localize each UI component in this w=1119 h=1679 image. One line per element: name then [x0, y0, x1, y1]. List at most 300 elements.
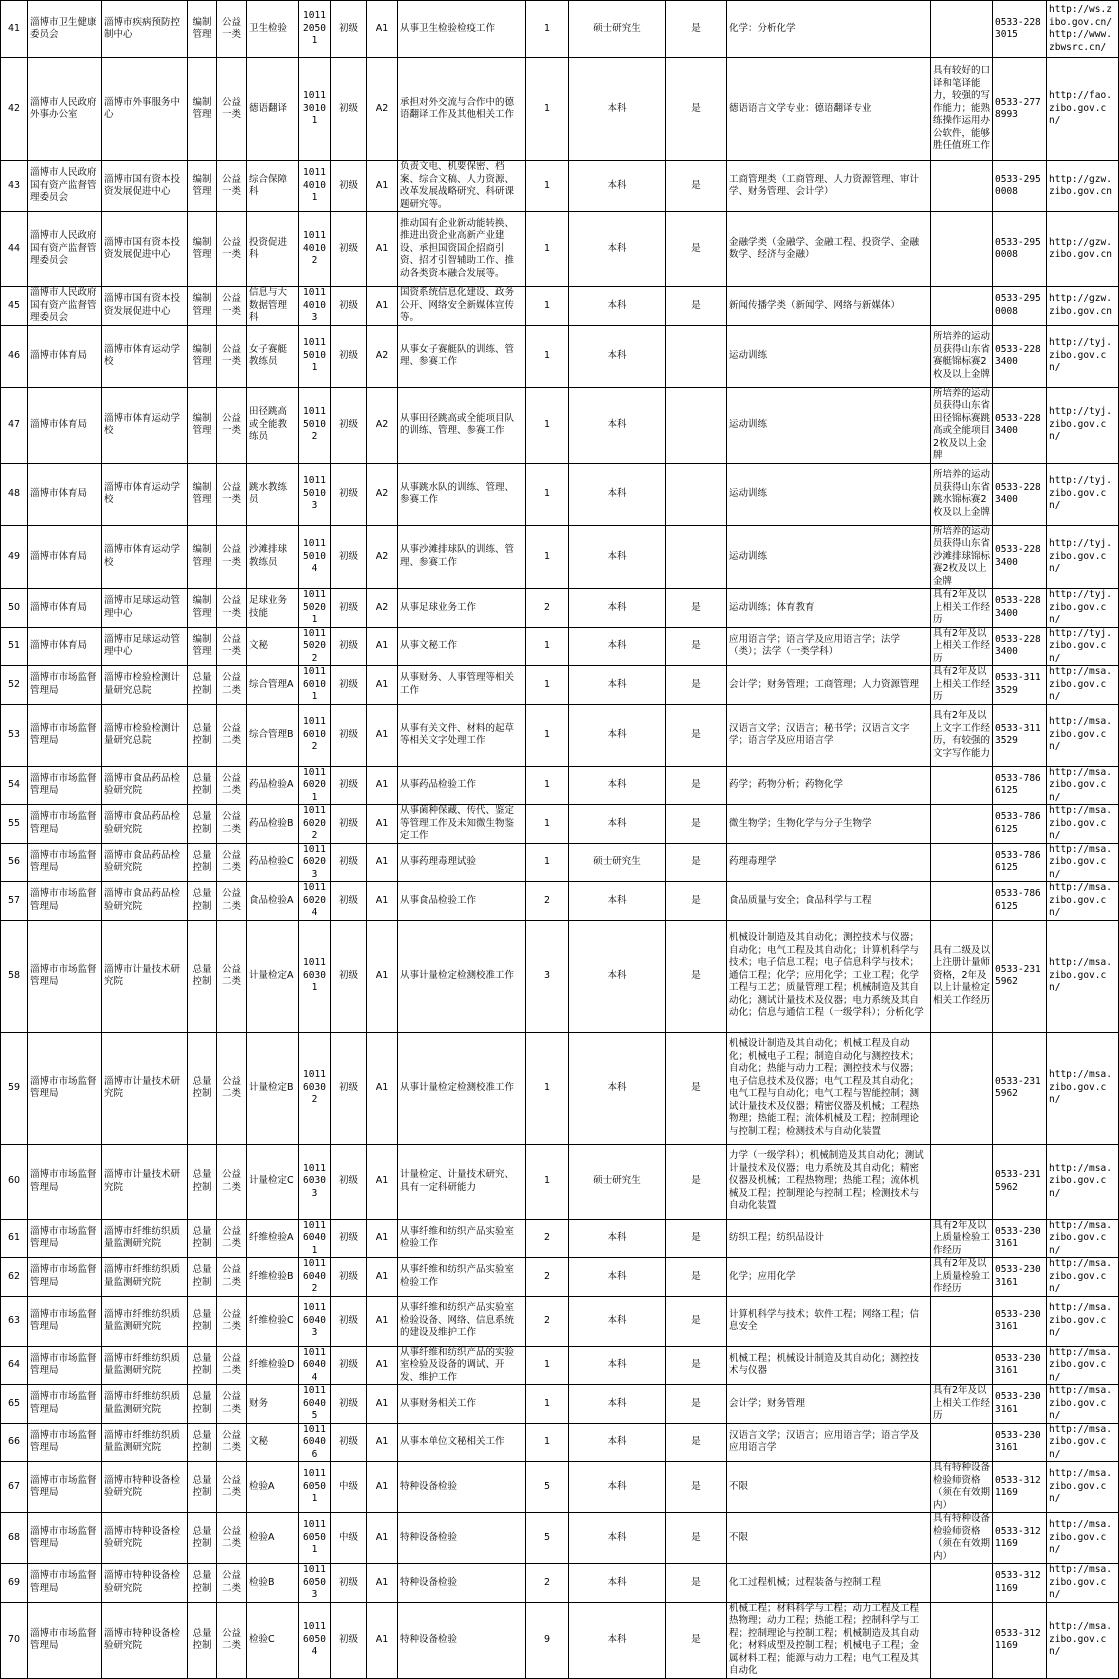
major-requirement-cell: 汉语言文学；汉语言；应用语言学；语言学及应用语言学	[727, 1423, 931, 1462]
other-requirements-cell: 具有2年及以上质量检验工作经历	[931, 1219, 993, 1258]
department-cell: 淄博市人民政府国有资产监督管理委员会	[28, 287, 102, 326]
website-cell: http://tyj.zibo.gov.cn/	[1047, 387, 1119, 463]
row-number-cell: 60	[1, 1144, 28, 1219]
website-cell: http://msa.zibo.gov.cn/	[1047, 704, 1119, 766]
hiring-count-cell: 9	[526, 1602, 569, 1678]
hiring-count-cell: 1	[526, 1346, 569, 1385]
education-requirement-cell: 本科	[569, 920, 666, 1032]
row-number-cell: 48	[1, 463, 28, 525]
table-row	[1, 525, 1119, 589]
major-requirement-cell: 机械设计制造及其自动化；机械工程及自动化；机械电子工程；制造自动化与测控技术；自动化；热能与动力工程；测控技术与仪器；电子信息技术及仪器；电气工程及其自动化；电气工程与自动化；电气工程与智能控制；测试计量技术及仪器；精密仪器及机械；工程热物理；热能工程；流体机械及工程；控制理论与控制工程；检测技术与自动化装置	[727, 1032, 931, 1144]
position-type-cell: A1	[367, 1564, 398, 1603]
contact-phone-cell: 0533-3121169	[993, 1513, 1047, 1564]
education-requirement-cell: 本科	[569, 1296, 666, 1346]
degree-required-cell: 是	[666, 666, 727, 705]
position-name-cell: 跳水教练员	[247, 463, 299, 525]
website-cell: http://gzw.zibo.gov.cn	[1047, 161, 1119, 212]
website-cell: http://tyj.zibo.gov.cn/	[1047, 325, 1119, 387]
unit-category-cell: 公益一类	[217, 325, 247, 387]
unit-category-cell: 公益一类	[217, 58, 247, 161]
contact-phone-cell: 0533-2315962	[993, 1144, 1047, 1219]
job-description-cell: 从事本单位文秘相关工作	[398, 1423, 526, 1462]
job-description-cell: 从事食品检验工作	[398, 882, 526, 921]
other-requirements-cell	[931, 1144, 993, 1219]
position-name-cell: 田径跳高或全能教练员	[247, 387, 299, 463]
position-code-cell: 101160402	[299, 1258, 331, 1297]
table-row	[1, 1462, 1119, 1513]
table-row	[1, 920, 1119, 1032]
position-level-cell: 初级	[331, 1346, 367, 1385]
other-requirements-cell: 具有2年及以上质量检验工作经历	[931, 1258, 993, 1297]
employer-unit-cell: 淄博市纤维纺织质量监测研究院	[102, 1258, 188, 1297]
other-requirements-cell	[931, 882, 993, 921]
row-number-cell: 50	[1, 589, 28, 628]
staffing-type-cell: 编制管理	[188, 387, 217, 463]
position-code-cell: 101160503	[299, 1564, 331, 1603]
degree-required-cell: 是	[666, 212, 727, 287]
position-level-cell: 初级	[331, 1423, 367, 1462]
position-level-cell: 初级	[331, 325, 367, 387]
education-requirement-cell: 本科	[569, 1462, 666, 1513]
unit-category-cell: 公益一类	[217, 627, 247, 666]
other-requirements-cell	[931, 766, 993, 805]
unit-category-cell: 公益二类	[217, 1032, 247, 1144]
staffing-type-cell: 编制管理	[188, 58, 217, 161]
employer-unit-cell: 淄博市计量技术研究院	[102, 1032, 188, 1144]
position-code-cell: 101160101	[299, 666, 331, 705]
row-number-cell: 57	[1, 882, 28, 921]
degree-required-cell: 是	[666, 1144, 727, 1219]
degree-required-cell: 是	[666, 1219, 727, 1258]
table-row	[1, 1296, 1119, 1346]
position-name-cell: 综合管理A	[247, 666, 299, 705]
employer-unit-cell: 淄博市国有资本投资发展促进中心	[102, 161, 188, 212]
table-row	[1, 589, 1119, 628]
position-code-cell: 101160406	[299, 1423, 331, 1462]
major-requirement-cell: 微生物学；生物化学与分子生物学	[727, 805, 931, 844]
contact-phone-cell: 0533-2950008	[993, 161, 1047, 212]
other-requirements-cell	[931, 1, 993, 58]
row-number-cell: 51	[1, 627, 28, 666]
employer-unit-cell: 淄博市纤维纺织质量监测研究院	[102, 1296, 188, 1346]
table-row	[1, 1423, 1119, 1462]
table-row	[1, 463, 1119, 525]
department-cell: 淄博市市场监督管理局	[28, 1144, 102, 1219]
hiring-count-cell: 2	[526, 1219, 569, 1258]
row-number-cell: 59	[1, 1032, 28, 1144]
contact-phone-cell: 0533-7866125	[993, 766, 1047, 805]
unit-category-cell: 公益二类	[217, 1144, 247, 1219]
employer-unit-cell: 淄博市纤维纺织质量监测研究院	[102, 1385, 188, 1424]
row-number-cell: 61	[1, 1219, 28, 1258]
major-requirement-cell: 应用语言学；语言学及应用语言学；法学（类）；法学（一类学科）	[727, 627, 931, 666]
department-cell: 淄博市市场监督管理局	[28, 920, 102, 1032]
hiring-count-cell: 2	[526, 1296, 569, 1346]
website-cell: http://msa.zibo.gov.cn/	[1047, 1385, 1119, 1424]
position-name-cell: 检验B	[247, 1564, 299, 1603]
employer-unit-cell: 淄博市国有资本投资发展促进中心	[102, 212, 188, 287]
staffing-type-cell: 总量控制	[188, 1296, 217, 1346]
position-name-cell: 纤维检验D	[247, 1346, 299, 1385]
position-type-cell: A2	[367, 325, 398, 387]
position-level-cell: 初级	[331, 1219, 367, 1258]
table-row	[1, 805, 1119, 844]
hiring-count-cell: 1	[526, 212, 569, 287]
major-requirement-cell: 德语语言文学专业：德语翻译专业	[727, 58, 931, 161]
education-requirement-cell: 本科	[569, 627, 666, 666]
contact-phone-cell: 0533-7866125	[993, 882, 1047, 921]
position-code-cell: 101160302	[299, 1032, 331, 1144]
staffing-type-cell: 总量控制	[188, 1462, 217, 1513]
other-requirements-cell	[931, 805, 993, 844]
position-name-cell: 食品检验A	[247, 882, 299, 921]
position-code-cell: 101160501	[299, 1513, 331, 1564]
position-level-cell: 初级	[331, 463, 367, 525]
education-requirement-cell: 本科	[569, 704, 666, 766]
row-number-cell: 69	[1, 1564, 28, 1603]
major-requirement-cell: 机械设计制造及其自动化；测控技术与仪器；自动化；电气工程及其自动化；计算机科学与技术；电子信息工程；电子信息科学与技术；通信工程；化学；应用化学；工业工程；化学工程与工艺；质量管理工程；机械制造及其自动化；测试计量技术及仪器；电力系统及其自动化；信息与通信工程（一级学科）；分析化学	[727, 920, 931, 1032]
website-cell: http://msa.zibo.gov.cn/	[1047, 1423, 1119, 1462]
education-requirement-cell: 本科	[569, 325, 666, 387]
staffing-type-cell: 编制管理	[188, 212, 217, 287]
contact-phone-cell: 0533-2315962	[993, 1032, 1047, 1144]
position-level-cell: 初级	[331, 882, 367, 921]
position-type-cell: A1	[367, 1296, 398, 1346]
position-type-cell: A1	[367, 1346, 398, 1385]
unit-category-cell: 公益二类	[217, 666, 247, 705]
row-number-cell: 55	[1, 805, 28, 844]
staffing-type-cell: 总量控制	[188, 882, 217, 921]
major-requirement-cell: 运动训练；体育教育	[727, 589, 931, 628]
staffing-type-cell: 编制管理	[188, 1, 217, 58]
position-name-cell: 药品检验B	[247, 805, 299, 844]
education-requirement-cell: 本科	[569, 805, 666, 844]
job-description-cell: 从事卫生检验检疫工作	[398, 1, 526, 58]
row-number-cell: 44	[1, 212, 28, 287]
unit-category-cell: 公益一类	[217, 387, 247, 463]
position-type-cell: A1	[367, 1258, 398, 1297]
position-type-cell: A2	[367, 387, 398, 463]
staffing-type-cell: 总量控制	[188, 1346, 217, 1385]
unit-category-cell: 公益一类	[217, 1, 247, 58]
job-description-cell: 从事足球业务工作	[398, 589, 526, 628]
position-level-cell: 初级	[331, 666, 367, 705]
table-row	[1, 766, 1119, 805]
major-requirement-cell: 运动训练	[727, 463, 931, 525]
hiring-count-cell: 2	[526, 1258, 569, 1297]
row-number-cell: 63	[1, 1296, 28, 1346]
position-type-cell: A1	[367, 1032, 398, 1144]
employer-unit-cell: 淄博市食品药品检验研究院	[102, 766, 188, 805]
contact-phone-cell: 0533-2283400	[993, 525, 1047, 589]
row-number-cell: 43	[1, 161, 28, 212]
major-requirement-cell: 食品质量与安全；食品科学与工程	[727, 882, 931, 921]
job-description-cell: 从事跳水队的训练、管理、参赛工作	[398, 463, 526, 525]
table-row	[1, 1032, 1119, 1144]
website-cell: http://msa.zibo.gov.cn/	[1047, 1346, 1119, 1385]
department-cell: 淄博市市场监督管理局	[28, 1032, 102, 1144]
position-name-cell: 文秘	[247, 627, 299, 666]
position-code-cell: 101150201	[299, 589, 331, 628]
unit-category-cell: 公益二类	[217, 1346, 247, 1385]
hiring-count-cell: 5	[526, 1513, 569, 1564]
table-row	[1, 1602, 1119, 1678]
position-type-cell: A1	[367, 1, 398, 58]
website-cell: http://tyj.zibo.gov.cn/	[1047, 589, 1119, 628]
department-cell: 淄博市市场监督管理局	[28, 843, 102, 882]
employer-unit-cell: 淄博市国有资本投资发展促进中心	[102, 287, 188, 326]
department-cell: 淄博市人民政府国有资产监督管理委员会	[28, 161, 102, 212]
department-cell: 淄博市市场监督管理局	[28, 1258, 102, 1297]
job-description-cell: 特种设备检验	[398, 1602, 526, 1678]
employer-unit-cell: 淄博市计量技术研究院	[102, 1144, 188, 1219]
unit-category-cell: 公益二类	[217, 882, 247, 921]
staffing-type-cell: 总量控制	[188, 843, 217, 882]
staffing-type-cell: 编制管理	[188, 325, 217, 387]
staffing-type-cell: 总量控制	[188, 1513, 217, 1564]
other-requirements-cell: 具有特种设备检验师资格（须在有效期内）	[931, 1513, 993, 1564]
position-type-cell: A1	[367, 161, 398, 212]
contact-phone-cell: 0533-2303161	[993, 1219, 1047, 1258]
row-number-cell: 53	[1, 704, 28, 766]
position-code-cell: 101150104	[299, 525, 331, 589]
row-number-cell: 47	[1, 387, 28, 463]
position-level-cell: 初级	[331, 1296, 367, 1346]
row-number-cell: 70	[1, 1602, 28, 1678]
job-description-cell: 特种设备检验	[398, 1513, 526, 1564]
hiring-count-cell: 1	[526, 387, 569, 463]
contact-phone-cell: 0533-2778993	[993, 58, 1047, 161]
degree-required-cell: 是	[666, 882, 727, 921]
department-cell: 淄博市人民政府外事办公室	[28, 58, 102, 161]
position-type-cell: A1	[367, 287, 398, 326]
major-requirement-cell: 会计学；财务管理	[727, 1385, 931, 1424]
contact-phone-cell: 0533-2303161	[993, 1296, 1047, 1346]
education-requirement-cell: 本科	[569, 58, 666, 161]
staffing-type-cell: 编制管理	[188, 161, 217, 212]
row-number-cell: 64	[1, 1346, 28, 1385]
position-level-cell: 初级	[331, 1258, 367, 1297]
employer-unit-cell: 淄博市足球运动管理中心	[102, 589, 188, 628]
position-code-cell: 101160201	[299, 766, 331, 805]
position-code-cell: 101160501	[299, 1462, 331, 1513]
contact-phone-cell: 0533-2283400	[993, 463, 1047, 525]
position-code-cell: 101120501	[299, 1, 331, 58]
position-type-cell: A1	[367, 805, 398, 844]
employer-unit-cell: 淄博市纤维纺织质量监测研究院	[102, 1219, 188, 1258]
employer-unit-cell: 淄博市疾病预防控制中心	[102, 1, 188, 58]
row-number-cell: 67	[1, 1462, 28, 1513]
other-requirements-cell	[931, 1602, 993, 1678]
position-type-cell: A2	[367, 589, 398, 628]
position-code-cell: 101150102	[299, 387, 331, 463]
position-level-cell: 初级	[331, 525, 367, 589]
position-name-cell: 计量检定C	[247, 1144, 299, 1219]
degree-required-cell: 是	[666, 1346, 727, 1385]
row-number-cell: 65	[1, 1385, 28, 1424]
row-number-cell: 42	[1, 58, 28, 161]
position-code-cell: 101160303	[299, 1144, 331, 1219]
staffing-type-cell: 编制管理	[188, 589, 217, 628]
major-requirement-cell: 计算机科学与技术；软件工程；网络工程；信息安全	[727, 1296, 931, 1346]
website-cell: http://msa.zibo.gov.cn/	[1047, 843, 1119, 882]
table-row	[1, 1, 1119, 58]
job-description-cell: 国资系统信息化建设、政务公开、网络安全新媒体宣传等。	[398, 287, 526, 326]
degree-required-cell: 是	[666, 1564, 727, 1603]
degree-required-cell	[666, 463, 727, 525]
department-cell: 淄博市市场监督管理局	[28, 1385, 102, 1424]
table-row	[1, 287, 1119, 326]
hiring-count-cell: 1	[526, 1423, 569, 1462]
department-cell: 淄博市市场监督管理局	[28, 1462, 102, 1513]
employer-unit-cell: 淄博市检验检测计量研究总院	[102, 666, 188, 705]
major-requirement-cell: 不限	[727, 1462, 931, 1513]
table-row	[1, 704, 1119, 766]
contact-phone-cell: 0533-2283400	[993, 627, 1047, 666]
job-description-cell: 特种设备检验	[398, 1564, 526, 1603]
contact-phone-cell: 0533-2283400	[993, 589, 1047, 628]
degree-required-cell	[666, 387, 727, 463]
table-row	[1, 387, 1119, 463]
education-requirement-cell: 本科	[569, 666, 666, 705]
degree-required-cell: 是	[666, 1, 727, 58]
job-description-cell: 负责文电、机要保密、档案、综合文稿、人力资源、改革发展战略研究、科研课题研究等。	[398, 161, 526, 212]
education-requirement-cell: 本科	[569, 387, 666, 463]
job-description-cell: 从事药品检验工作	[398, 766, 526, 805]
department-cell: 淄博市卫生健康委员会	[28, 1, 102, 58]
unit-category-cell: 公益一类	[217, 463, 247, 525]
table-row	[1, 212, 1119, 287]
hiring-count-cell: 1	[526, 1032, 569, 1144]
unit-category-cell: 公益二类	[217, 1258, 247, 1297]
hiring-count-cell: 1	[526, 1, 569, 58]
degree-required-cell: 是	[666, 1462, 727, 1513]
major-requirement-cell: 汉语言文学；汉语言；秘书学；汉语言文字学；语言学及应用语言学	[727, 704, 931, 766]
department-cell: 淄博市市场监督管理局	[28, 766, 102, 805]
degree-required-cell: 是	[666, 1385, 727, 1424]
position-type-cell: A1	[367, 1423, 398, 1462]
other-requirements-cell	[931, 843, 993, 882]
website-cell: http://msa.zibo.gov.cn/	[1047, 1513, 1119, 1564]
education-requirement-cell: 硕士研究生	[569, 843, 666, 882]
other-requirements-cell	[931, 1032, 993, 1144]
major-requirement-cell: 不限	[727, 1513, 931, 1564]
contact-phone-cell: 0533-3121169	[993, 1564, 1047, 1603]
unit-category-cell: 公益二类	[217, 805, 247, 844]
unit-category-cell: 公益一类	[217, 287, 247, 326]
unit-category-cell: 公益二类	[217, 1385, 247, 1424]
department-cell: 淄博市市场监督管理局	[28, 1564, 102, 1603]
position-name-cell: 信息与大数据管理科	[247, 287, 299, 326]
position-level-cell: 初级	[331, 387, 367, 463]
contact-phone-cell: 0533-2303161	[993, 1385, 1047, 1424]
education-requirement-cell: 本科	[569, 1564, 666, 1603]
major-requirement-cell: 工商管理类（工商管理、人力资源管理、审计学、财务管理、会计学）	[727, 161, 931, 212]
education-requirement-cell: 本科	[569, 1602, 666, 1678]
position-name-cell: 卫生检验	[247, 1, 299, 58]
contact-phone-cell: 0533-2950008	[993, 287, 1047, 326]
website-cell: http://msa.zibo.gov.cn/	[1047, 1296, 1119, 1346]
position-code-cell: 101150101	[299, 325, 331, 387]
education-requirement-cell: 本科	[569, 1346, 666, 1385]
position-code-cell: 101160403	[299, 1296, 331, 1346]
table-row	[1, 1258, 1119, 1297]
major-requirement-cell: 化工过程机械；过程装备与控制工程	[727, 1564, 931, 1603]
position-name-cell: 纤维检验B	[247, 1258, 299, 1297]
employer-unit-cell: 淄博市体育运动学校	[102, 387, 188, 463]
website-cell: http://msa.zibo.gov.cn/	[1047, 666, 1119, 705]
table-row	[1, 58, 1119, 161]
major-requirement-cell: 金融学类（金融学、金融工程、投资学、金融数学、经济与金融）	[727, 212, 931, 287]
job-description-cell: 从事纤维和纺织产品实验室检验工作	[398, 1258, 526, 1297]
job-description-cell: 从事纤维和纺织产品实验室检验设备、网络、信息系统的建设及维护工作	[398, 1296, 526, 1346]
hiring-count-cell: 1	[526, 161, 569, 212]
degree-required-cell: 是	[666, 1258, 727, 1297]
row-number-cell: 41	[1, 1, 28, 58]
position-level-cell: 初级	[331, 212, 367, 287]
degree-required-cell: 是	[666, 58, 727, 161]
job-description-cell: 从事纤维和纺织产品实验室检验工作	[398, 1219, 526, 1258]
position-level-cell: 中级	[331, 1462, 367, 1513]
staffing-type-cell: 总量控制	[188, 1144, 217, 1219]
staffing-type-cell: 总量控制	[188, 1602, 217, 1678]
position-name-cell: 计量检定B	[247, 1032, 299, 1144]
department-cell: 淄博市体育局	[28, 627, 102, 666]
education-requirement-cell: 本科	[569, 766, 666, 805]
hiring-count-cell: 2	[526, 589, 569, 628]
website-cell: http://tyj.zibo.gov.cn/	[1047, 525, 1119, 589]
department-cell: 淄博市市场监督管理局	[28, 666, 102, 705]
degree-required-cell: 是	[666, 161, 727, 212]
contact-phone-cell: 0533-2315962	[993, 920, 1047, 1032]
degree-required-cell: 是	[666, 1513, 727, 1564]
position-type-cell: A1	[367, 843, 398, 882]
degree-required-cell: 是	[666, 589, 727, 628]
education-requirement-cell: 本科	[569, 1032, 666, 1144]
employer-unit-cell: 淄博市体育运动学校	[102, 463, 188, 525]
hiring-count-cell: 1	[526, 627, 569, 666]
employer-unit-cell: 淄博市纤维纺织质量监测研究院	[102, 1423, 188, 1462]
department-cell: 淄博市体育局	[28, 463, 102, 525]
row-number-cell: 49	[1, 525, 28, 589]
position-name-cell: 纤维检验C	[247, 1296, 299, 1346]
major-requirement-cell: 运动训练	[727, 325, 931, 387]
website-cell: http://ws.zibo.gov.cn/ http://www.zbwsrc.cn/	[1047, 1, 1119, 58]
table-row	[1, 843, 1119, 882]
position-type-cell: A1	[367, 1602, 398, 1678]
position-code-cell: 101160404	[299, 1346, 331, 1385]
position-name-cell: 文秘	[247, 1423, 299, 1462]
position-level-cell: 初级	[331, 1032, 367, 1144]
position-type-cell: A1	[367, 666, 398, 705]
website-cell: http://msa.zibo.gov.cn/	[1047, 805, 1119, 844]
education-requirement-cell: 本科	[569, 1385, 666, 1424]
position-level-cell: 初级	[331, 1385, 367, 1424]
hiring-count-cell: 2	[526, 882, 569, 921]
staffing-type-cell: 总量控制	[188, 920, 217, 1032]
hiring-count-cell: 1	[526, 463, 569, 525]
position-level-cell: 初级	[331, 766, 367, 805]
hiring-count-cell: 3	[526, 920, 569, 1032]
degree-required-cell: 是	[666, 920, 727, 1032]
employer-unit-cell: 淄博市特种设备检验研究院	[102, 1602, 188, 1678]
hiring-count-cell: 1	[526, 525, 569, 589]
position-type-cell: A1	[367, 704, 398, 766]
website-cell: http://msa.zibo.gov.cn/	[1047, 882, 1119, 921]
position-level-cell: 初级	[331, 920, 367, 1032]
employer-unit-cell: 淄博市体育运动学校	[102, 525, 188, 589]
department-cell: 淄博市人民政府国有资产监督管理委员会	[28, 212, 102, 287]
